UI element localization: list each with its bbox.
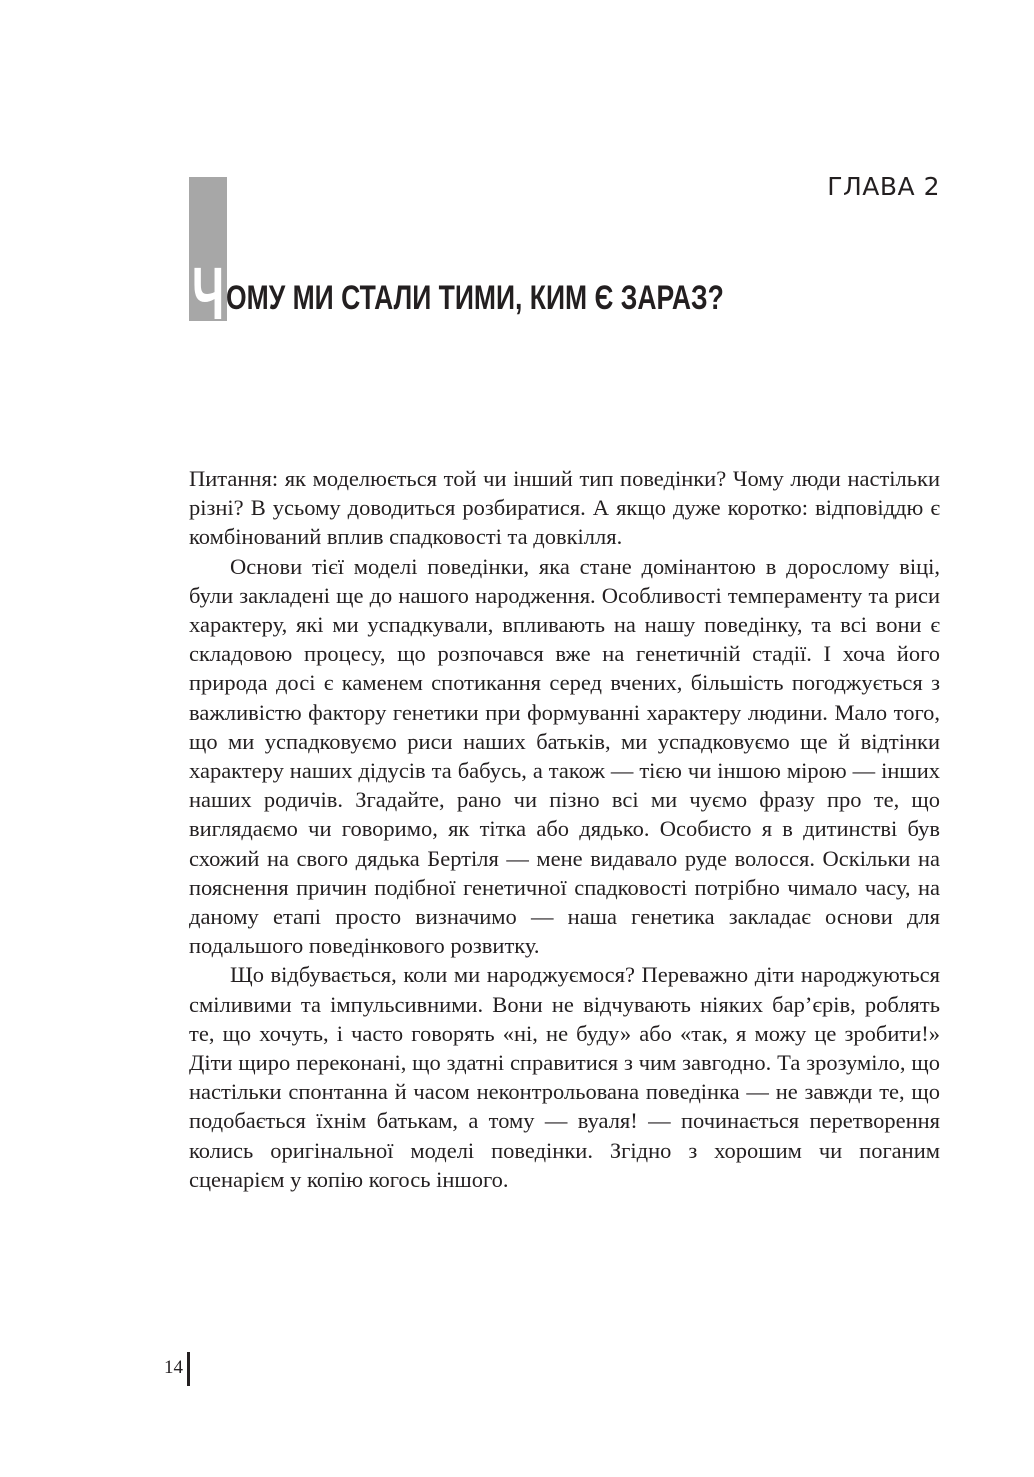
paragraph-2: Основи тієї моделі поведінки, яка стане домінантою в дорослому віці, були закладені ще до нашого народження. Особливості темпераменту та риси характеру, які ми успадкували, впливають на нашу поведінку, та всі вони є складовою процесу, що розпочався вже на генетичній стадії. І хоча його природа досі є каменем спотикання серед вчених, більшість погоджується з важливістю фактору генетики при формуванні характеру людини. Мало того, що ми успадковуємо риси наших батьків, ми успадковуємо ще й відтінки характеру наших дідусів та бабусь, а також — тією чи іншою мірою — інших наших родичів. Згадайте, рано чи пізно всі ми чуємо фразу про те, що виглядаємо чи говоримо, як тітка або дядько. Особисто я в дитинстві був схожий на свого дядька Бертіля — мене видавало руде волосся. Оскільки на пояснення причин подібної генетичної спадковості потрібно чимало часу, на даному етапі просто визначимо — наша генетика закладає основи для подальшого поведінкового розвитку. xyxy=(189,553,940,959)
paragraph-1: Питання: як моделюється той чи інший тип поведінки? Чому люди настільки різні? В усьому доводиться розбиратися. А якщо дуже коротко: відповіддю є комбінований вплив спадковості та довкілля. xyxy=(189,466,940,550)
title-drop-letter: Ч xyxy=(192,252,225,335)
chapter-title xyxy=(192,250,864,335)
page-number-rule xyxy=(187,1352,190,1386)
title-text: ОМУ МИ СТАЛИ ТИМИ, КИМ Є ЗАРАЗ? xyxy=(226,279,724,317)
body-text xyxy=(189,464,940,1194)
chapter-label: ГЛАВА 2 xyxy=(827,172,940,201)
page-number: 14 xyxy=(164,1357,183,1378)
paragraph-3: Що відбувається, коли ми народжуємося? Переважно діти народжуються сміливими та імпульсивними. Вони не відчувають ніяких бар’єрів, роблять те, що хочуть, і часто говорять «ні, не буду» або «так, я можу це зробити!» Діти щиро переконані, що здатні справитися з чим завгодно. Та зрозуміло, що настільки спонтанна й часом неконтрольована поведінка — не завжди те, що подобається їхнім батькам, а тому — вуаля! — починається перетворення колись оригінальної моделі поведінки. Згідно з хорошим чи поганим сценарієм у копію когось іншого. xyxy=(189,962,940,1192)
